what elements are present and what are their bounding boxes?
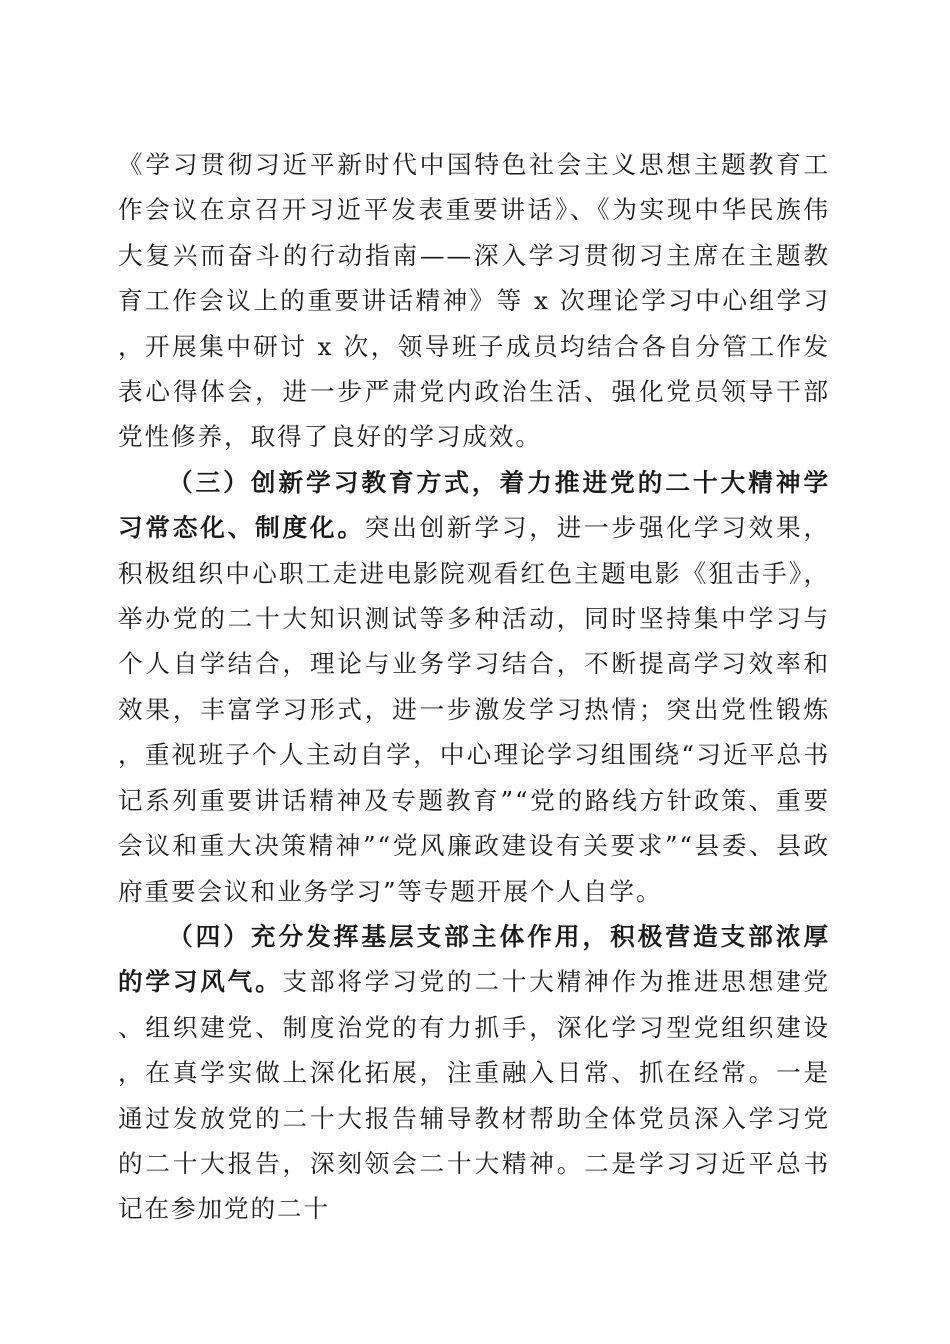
paragraph-text: 支部将学习党的二十大精神作为推进思想建党、组织建党、制度治党的有力抓手，深化学习型党组织建设，在真学实做上深化拓展，注重融入日常、抓在经常。一是通过发放党的二十大报告辅导教材帮助全体党员深入学习党的二十大报告，深刻领会二十大精神。二是学习习近平总书记在参加党的二十 [118,967,830,1224]
paragraph-text: 《学习贯彻习近平新时代中国特色社会主义思想主题教育工作会议在京召开习近平发表重要讲话》、《为实现中华民族伟大复兴而奋斗的行动指南——深入学习贯彻习主席在主题教育工作会议上的重要讲话精神》等 x 次理论学习中心组学习，开展集中研讨 x 次，领导班子成员均结合各自分管工作发表心得体会，进一步严肃党内政治生活、强化党员领导干部党性修养，取得了良好的学习成效。 [118,150,830,452]
paragraph-continuation [118,142,830,460]
paragraph-text: 突出创新学习，进一步强化学习效果，积极组织中心职工走进电影院观看红色主题电影《狙击手》，举办党的二十大知识测试等多种活动，同时坚持集中学习与个人自学结合，理论与业务学习结合，不断提高学习效率和效果，丰富学习形式，进一步激发学习热情；突出党性锻炼，重视班子个人主动自学，中心理论学习组围绕“习近平总书记系列重要讲话精神及专题教育”“党的路线方针政策、重要会议和重大决策精神”“党风廉政建设有关要求”“县委、县政府重要会议和业务学习”等专题开展个人自学。 [118,513,830,906]
paragraph-section-3 [118,460,830,914]
section-3-heading: （三）创新学习教育方式，着力推进党的二十大精神学习常态化、制度化。 [118,467,830,543]
paragraph-section-4 [118,914,830,1232]
section-4-heading: （四）充分发挥基层支部主体作用，积极营造支部浓厚的学习风气。 [118,921,830,997]
document-body [118,142,830,1232]
